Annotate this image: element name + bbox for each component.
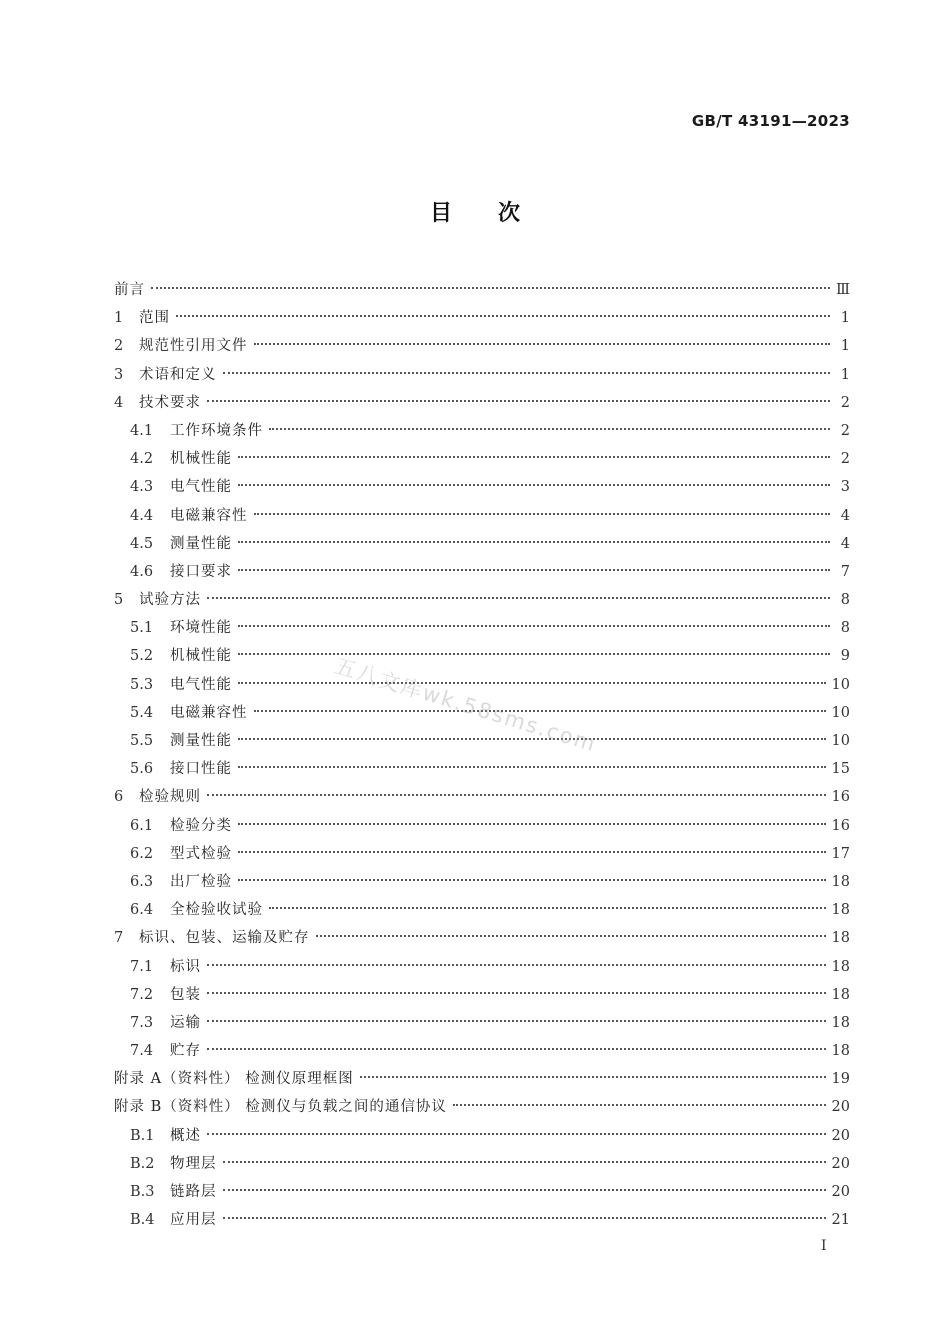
toc-entry-number: 4	[114, 394, 124, 411]
toc-entry[interactable]	[114, 473, 850, 501]
toc-dot-leader	[207, 1133, 826, 1135]
toc-entry[interactable]	[114, 981, 850, 1009]
toc-entry-label: 机械性能	[170, 648, 232, 665]
toc-dot-leader	[207, 400, 830, 402]
toc-dot-leader	[223, 1161, 826, 1163]
toc-dot-leader	[360, 1076, 826, 1078]
toc-entry-number: B.4	[130, 1212, 155, 1229]
toc-dot-leader	[207, 992, 826, 994]
toc-entry-page: 16	[831, 817, 850, 834]
toc-dot-leader	[238, 738, 826, 740]
toc-entry-page: 10	[831, 704, 850, 721]
toc-dot-leader	[238, 653, 830, 655]
toc-entry-label: 附录 B（资料性） 检测仪与负载之间的通信协议	[114, 1099, 447, 1116]
toc-entry-label: 技术要求	[139, 394, 201, 411]
toc-entry-label: 机械性能	[170, 451, 232, 468]
toc-dot-leader	[223, 1189, 826, 1191]
toc-entry-label: 运输	[170, 1014, 201, 1031]
toc-entry-number: 4.2	[130, 451, 154, 468]
toc-entry-label: 附录 A（资料性） 检测仪原理框图	[114, 1071, 354, 1088]
toc-entry-page: 4	[840, 507, 850, 524]
toc-entry[interactable]	[114, 1093, 850, 1121]
toc-entry-number: 7.3	[130, 1014, 154, 1031]
toc-entry-number: 5.4	[130, 704, 154, 721]
toc-entry-page: 20	[831, 1127, 850, 1144]
toc-entry[interactable]	[114, 361, 850, 389]
toc-dot-leader	[238, 484, 830, 486]
toc-dot-leader	[223, 1217, 826, 1219]
toc-entry[interactable]	[114, 1065, 850, 1093]
toc-entry[interactable]	[114, 896, 850, 924]
toc-entry-page: 2	[840, 422, 850, 439]
toc-entry[interactable]	[114, 1009, 850, 1037]
toc-entry-label: 概述	[170, 1127, 201, 1144]
toc-entry-number: 2	[114, 338, 124, 355]
toc-entry[interactable]	[114, 586, 850, 614]
toc-dot-leader	[316, 935, 826, 937]
toc-entry-number: 7.1	[130, 958, 154, 975]
toc-entry-number: B.2	[130, 1155, 155, 1172]
toc-entry-page: 10	[831, 676, 850, 693]
toc-dot-leader	[254, 513, 831, 515]
toc-entry-page: 10	[831, 733, 850, 749]
toc-entry[interactable]	[114, 699, 850, 727]
toc-dot-leader	[453, 1104, 826, 1106]
toc-dot-leader	[238, 541, 830, 543]
toc-entry-number: 4.4	[130, 507, 154, 524]
page-title: 目次	[429, 201, 566, 226]
toc-entry[interactable]	[114, 671, 850, 699]
toc-entry-number: 4.6	[130, 563, 154, 580]
toc-entry[interactable]	[114, 445, 850, 473]
toc-entry[interactable]	[114, 417, 850, 445]
toc-entry-number: B.1	[130, 1127, 155, 1144]
toc-entry-number: 5	[114, 592, 124, 609]
toc-entry-page: 18	[831, 1043, 850, 1060]
toc-entry-label: 电气性能	[170, 479, 232, 496]
watermark: 五八文库wk.58sms.com	[331, 653, 600, 757]
toc-entry[interactable]	[114, 389, 850, 417]
toc-entry-label: 全检验收试验	[170, 902, 263, 919]
toc-entry-number: 5.5	[130, 733, 154, 749]
toc-entry-number: 1	[114, 310, 124, 327]
toc-entry-number: B.3	[130, 1184, 155, 1200]
toc-entry-label: 范围	[139, 310, 170, 327]
toc-entry-label: 检验分类	[170, 817, 232, 834]
toc-dot-leader	[207, 597, 830, 599]
toc-dot-leader	[238, 456, 830, 458]
table-of-contents	[114, 276, 850, 1234]
toc-entry-label: 链路层	[170, 1184, 217, 1200]
toc-entry-label: 前言	[114, 282, 145, 298]
toc-entry-page: 21	[831, 1212, 850, 1229]
toc-entry-number: 6	[114, 789, 124, 806]
toc-entry-page: 20	[831, 1184, 850, 1200]
toc-entry-label: 环境性能	[170, 620, 232, 637]
toc-entry[interactable]	[114, 1206, 850, 1234]
toc-dot-leader	[207, 964, 826, 966]
toc-entry[interactable]	[114, 276, 850, 304]
toc-entry[interactable]	[114, 1037, 850, 1065]
toc-entry[interactable]	[114, 1122, 850, 1150]
toc-entry-number: 5.2	[130, 648, 154, 665]
toc-entry-label: 电气性能	[170, 676, 232, 693]
toc-entry-page: 2	[840, 451, 850, 468]
toc-entry-label: 标识	[170, 958, 201, 975]
toc-dot-leader	[238, 879, 826, 881]
toc-entry-number: 5.1	[130, 620, 154, 637]
toc-entry-number: 7.4	[130, 1043, 154, 1060]
toc-dot-leader	[238, 625, 830, 627]
toc-entry-label: 检验规则	[139, 789, 201, 806]
toc-dot-leader	[176, 315, 830, 317]
toc-entry-label: 接口要求	[170, 563, 232, 580]
toc-entry-page: 18	[831, 1014, 850, 1031]
toc-entry[interactable]	[114, 812, 850, 840]
toc-dot-leader	[223, 372, 831, 374]
toc-entry-page: 3	[840, 479, 850, 496]
toc-entry-label: 电磁兼容性	[170, 507, 248, 524]
toc-entry[interactable]	[114, 614, 850, 642]
toc-entry-page: 1	[840, 310, 850, 327]
toc-entry[interactable]	[114, 1178, 850, 1206]
toc-entry-page: 1	[840, 338, 850, 355]
toc-dot-leader	[238, 569, 830, 571]
toc-entry[interactable]	[114, 304, 850, 332]
toc-entry-number: 6.2	[130, 845, 154, 862]
toc-entry[interactable]	[114, 953, 850, 981]
toc-entry-page: 20	[831, 1099, 850, 1116]
toc-dot-leader	[238, 851, 826, 853]
toc-entry-label: 电磁兼容性	[170, 704, 248, 721]
toc-entry-label: 标识、包装、运输及贮存	[139, 930, 310, 947]
toc-dot-leader	[207, 1020, 826, 1022]
toc-entry[interactable]	[114, 868, 850, 896]
toc-entry-label: 试验方法	[139, 592, 201, 609]
toc-entry[interactable]	[114, 1150, 850, 1178]
toc-entry-label: 应用层	[170, 1212, 217, 1229]
toc-entry[interactable]	[114, 332, 850, 360]
toc-entry-label: 测量性能	[170, 535, 232, 552]
page-number: I	[821, 1238, 827, 1254]
toc-entry-page: 17	[831, 845, 850, 862]
toc-dot-leader	[207, 1048, 826, 1050]
toc-entry-number: 4.1	[130, 422, 154, 439]
toc-entry-label: 测量性能	[170, 733, 232, 749]
toc-dot-leader	[151, 287, 830, 289]
toc-entry-number: 6.1	[130, 817, 154, 834]
toc-entry-label: 型式检验	[170, 845, 232, 862]
toc-entry[interactable]	[114, 642, 850, 670]
toc-entry-page: 16	[831, 789, 850, 806]
toc-entry-page: 15	[831, 761, 850, 778]
toc-entry[interactable]	[114, 727, 850, 755]
toc-entry-number: 3	[114, 366, 124, 383]
toc-entry-page: 18	[831, 986, 850, 1003]
toc-entry-page: 8	[840, 620, 850, 637]
toc-entry-page: 19	[831, 1071, 850, 1088]
toc-entry-label: 贮存	[170, 1043, 201, 1060]
toc-entry-page: 18	[831, 930, 850, 947]
toc-entry-page: 20	[831, 1155, 850, 1172]
toc-entry-number: 5.6	[130, 761, 154, 778]
toc-entry-page: 1	[840, 366, 850, 383]
toc-entry-page: 8	[840, 592, 850, 609]
toc-entry[interactable]	[114, 530, 850, 558]
toc-entry-number: 6.4	[130, 902, 154, 919]
toc-entry-number: 7	[114, 930, 124, 947]
toc-entry[interactable]	[114, 840, 850, 868]
toc-entry-page: 9	[840, 648, 850, 665]
toc-entry-number: 4.3	[130, 479, 154, 496]
toc-entry[interactable]	[114, 755, 850, 783]
toc-entry-page: 18	[831, 902, 850, 919]
toc-entry-label: 接口性能	[170, 761, 232, 778]
toc-entry-label: 物理层	[170, 1155, 217, 1172]
toc-entry-number: 7.2	[130, 986, 154, 1003]
toc-entry-number: 4.5	[130, 535, 154, 552]
toc-entry-page: 7	[840, 563, 850, 580]
toc-entry-label: 出厂检验	[170, 873, 232, 890]
toc-dot-leader	[254, 343, 831, 345]
toc-entry-label: 规范性引用文件	[139, 338, 248, 355]
toc-entry-page: 4	[840, 535, 850, 552]
toc-entry-label: 术语和定义	[139, 366, 217, 383]
toc-entry-label: 包装	[170, 986, 201, 1003]
toc-entry-page: Ⅲ	[836, 282, 850, 298]
toc-entry[interactable]	[114, 558, 850, 586]
toc-entry-page: 2	[840, 394, 850, 411]
toc-entry-number: 6.3	[130, 873, 154, 890]
toc-entry-number: 5.3	[130, 676, 154, 693]
toc-entry[interactable]	[114, 502, 850, 530]
toc-entry-label: 工作环境条件	[170, 422, 263, 439]
toc-dot-leader	[207, 794, 826, 796]
toc-dot-leader	[254, 710, 826, 712]
toc-dot-leader	[238, 766, 826, 768]
toc-dot-leader	[269, 907, 826, 909]
toc-entry-page: 18	[831, 873, 850, 890]
toc-entry-page: 18	[831, 958, 850, 975]
toc-dot-leader	[238, 682, 826, 684]
toc-dot-leader	[238, 823, 826, 825]
standard-number: GB/T 43191—2023	[691, 112, 850, 130]
toc-dot-leader	[269, 428, 830, 430]
toc-entry[interactable]	[114, 924, 850, 952]
toc-entry[interactable]	[114, 783, 850, 811]
